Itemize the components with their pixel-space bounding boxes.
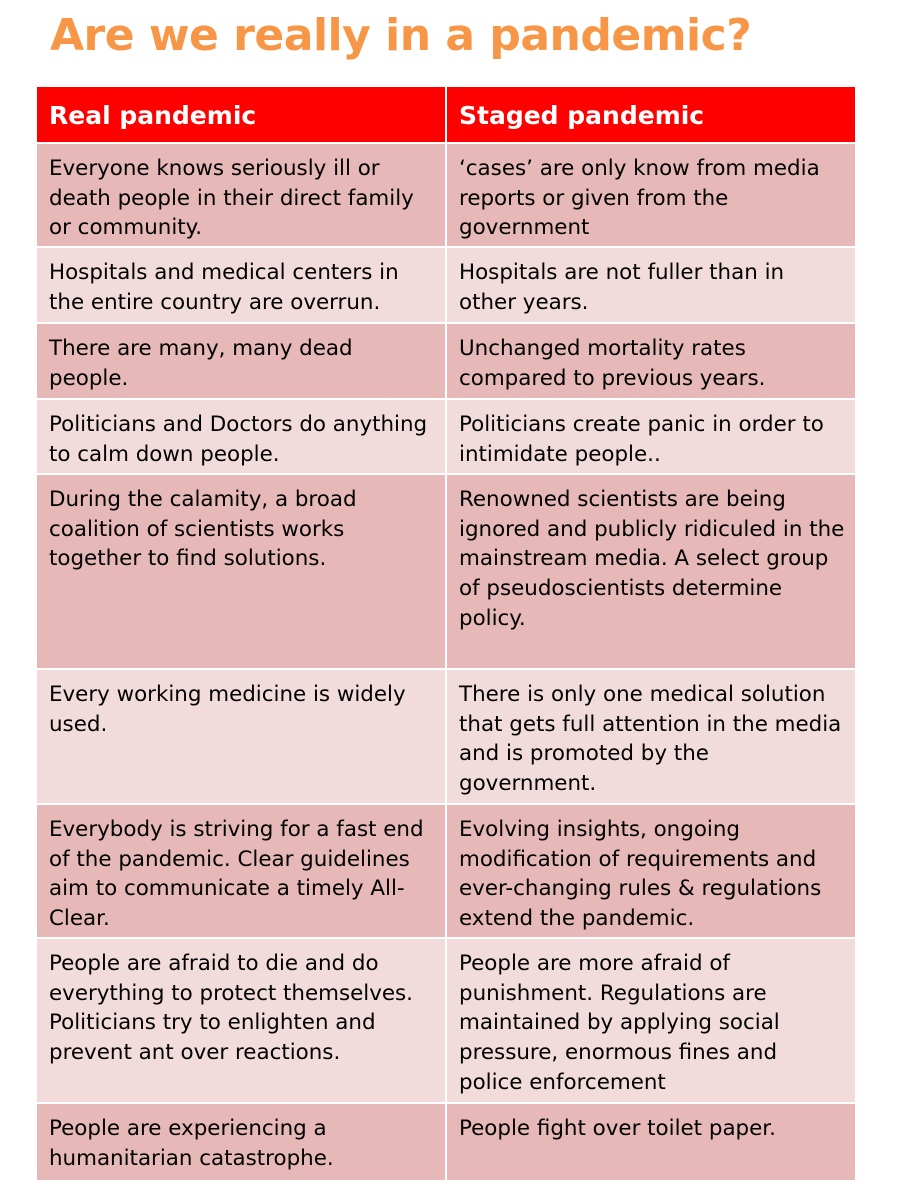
header-staged-pandemic: Staged pandemic (445, 87, 855, 144)
row-3-staged: Unchanged mortality rates compared to previous years. (445, 324, 855, 400)
row-1-staged: ‘cases’ are only know from media reports or given from the government (445, 144, 855, 248)
row-8-real: People are afraid to die and do everything to protect themselves. Politicians try to enlighten and prevent ant over reactions. (37, 939, 445, 1104)
header-real-pandemic: Real pandemic (37, 87, 445, 144)
row-1-real: Everyone knows seriously ill or death people in their direct family or community. (37, 144, 445, 248)
row-5-staged: Renowned scientists are being ignored and publicly ridiculed in the mainstream media. A select group of pseudoscientists determine policy. (445, 475, 855, 670)
row-4-staged: Politicians create panic in order to intimidate people.. (445, 400, 855, 475)
row-4-real: Politicians and Doctors do anything to calm down people. (37, 400, 445, 475)
comparison-table (37, 87, 855, 1182)
row-8-staged: People are more afraid of punishment. Regulations are maintained by applying social pressure, enormous fines and police enforcement (445, 939, 855, 1104)
row-7-real: Everybody is striving for a fast end of the pandemic. Clear guidelines aim to communicate a timely All-Clear. (37, 805, 445, 939)
row-7-staged: Evolving insights, ongoing modification of requirements and ever-changing rules & regulations extend the pandemic. (445, 805, 855, 939)
row-6-real: Every working medicine is widely used. (37, 670, 445, 805)
row-9-real: People are experiencing a humanitarian catastrophe. (37, 1104, 445, 1182)
row-6-staged: There is only one medical solution that gets full attention in the media and is promoted by the government. (445, 670, 855, 805)
page-title: Are we really in a pandemic? (50, 10, 752, 61)
row-2-real: Hospitals and medical centers in the entire country are overrun. (37, 248, 445, 324)
row-2-staged: Hospitals are not fuller than in other years. (445, 248, 855, 324)
row-5-real: During the calamity, a broad coalition of scientists works together to find solutions. (37, 475, 445, 670)
row-3-real: There are many, many dead people. (37, 324, 445, 400)
row-9-staged: People fight over toilet paper. (445, 1104, 855, 1182)
